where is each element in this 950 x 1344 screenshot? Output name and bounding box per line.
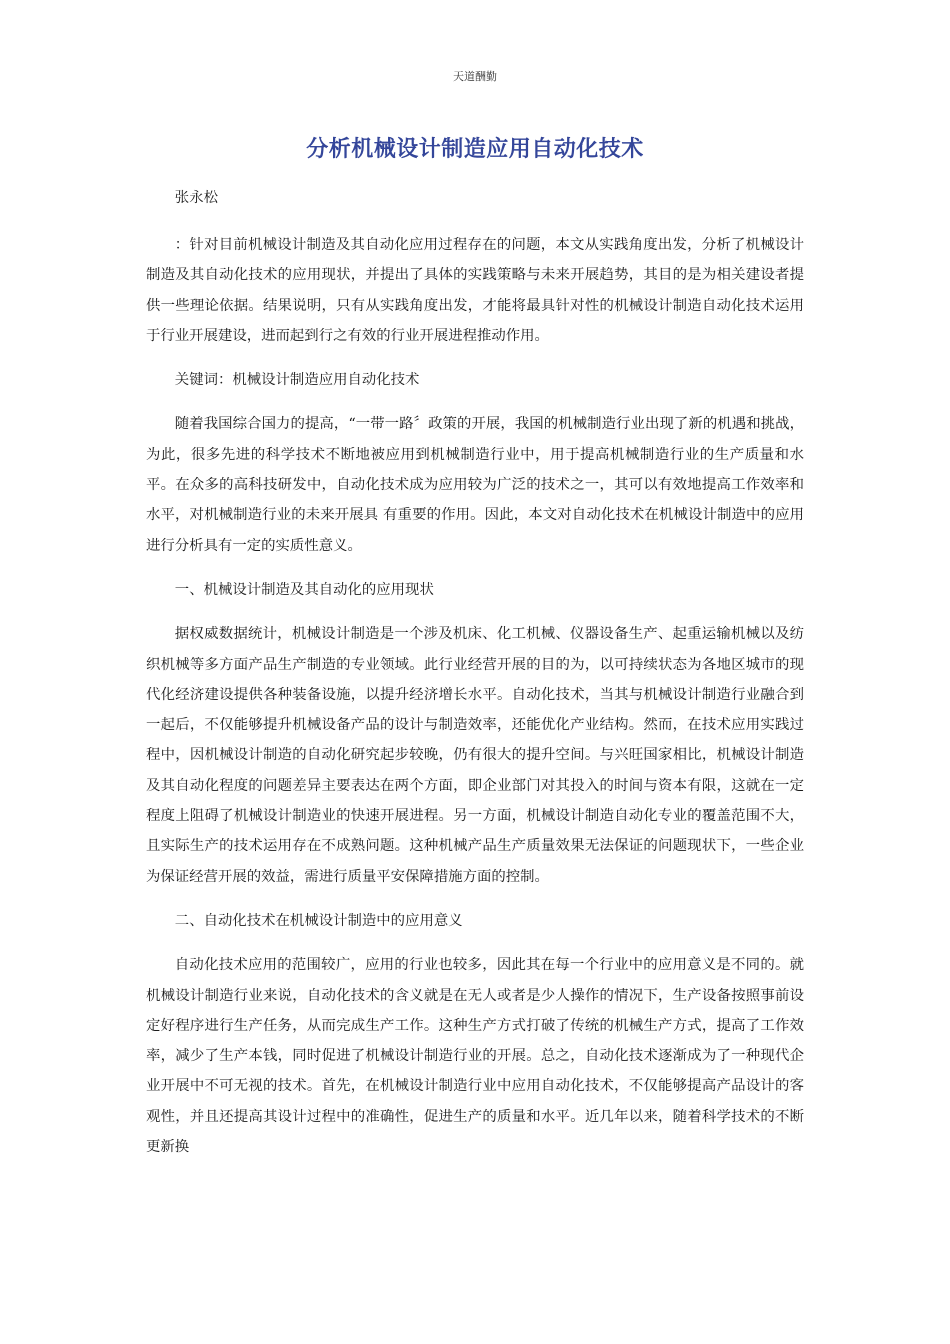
section-2-paragraph: 自动化技术应用的范围较广，应用的行业也较多，因此其在每一个行业中的应用意义是不同的。就机械设计制造行业来说，自动化技术的含义就是在无人或者是少人操作的情况下，生产设备按照事前设定好程序进行生产任务，从而完成生产工作。这种生产方式打破了传统的机械生产方式，提高了工作效率，减少了生产本钱，同时促进了机械设计制造行业的开展。总之，自动化技术逐渐成为了一种现代企业开展中不可无视的技术。首先，在机械设计制造行业中应用自动化技术，不仅能够提高产品设计的客观性，并且还提高其设计过程中的准确性，促进生产的质量和水平。近几年以来，随着科学技术的不断更新换 [146,957,804,1156]
intro-paragraph: 随着我国综合国力的提高，“一带一路〞政策的开展，我国的机械制造行业出现了新的机遇和挑战，为此，很多先进的科学技术不断地被应用到机械制造行业中，用于提高机械制造行业的生产质量和水平。在众多的高科技研发中，自动化技术成为应用较为广泛的技术之一，其可以有效地提高工作效率和水平，对机械制造行业的未来开展具 有重要的作用。因此，本文对自动化技术在机械设计制造中的应用进行分析具有一定的实质性意义。 [146,416,804,554]
abstract-paragraph: ：针对目前机械设计制造及其自动化应用过程存在的问题，本文从实践角度出发，分析了机械设计制造及其自动化技术的应用现状，并提出了具体的实践策略与未来开展趋势，其目的是为相关建设者提供一些理论依据。结果说明，只有从实践角度出发，才能将最具针对性的机械设计制造自动化技术运用于行业开展建设，进而起到行之有效的行业开展进程推动作用。 [146,237,804,344]
document-title: 分析机械设计制造应用自动化技术 [306,137,644,162]
page-header: 天道酬勤 [453,70,497,83]
keywords-line: 关键词：机械设计制造应用自动化技术 [174,372,420,389]
author-name: 张永松 [174,190,218,206]
document-body [146,183,804,1162]
section-2-heading: 二、自动化技术在机械设计制造中的应用意义 [174,912,463,929]
section-1-heading: 一、机械设计制造及其自动化的应用现状 [174,581,434,598]
section-1-paragraph: 据权威数据统计，机械设计制造是一个涉及机床、化工机械、仪器设备生产、起重运输机械以及纺织机械等多方面产品生产制造的专业领域。此行业经营开展的目的为，以可持续状态为各地区城市的现代化经济建设提供各种装备设施，以提升经济增长水平。自动化技术，当其与机械设计制造行业融合到一起后，不仅能够提升机械设备产品的设计与制造效率，还能优化产业结构。然而，在技术应用实践过程中，因机械设计制造的自动化研究起步较晚，仍有很大的提升空间。与兴旺国家相比，机械设计制造及其自动化程度的问题差异主要表达在两个方面，即企业部门对其投入的时间与资本有限，这就在一定程度上阻碍了机械设计制造业的快速开展进程。另一方面，机械设计制造自动化专业的覆盖范围不大，且实际生产的技术运用存在不成熟问题。这种机械产品生产质量效果无法保证的问题现状下，一些企业为保证经营开展的效益，需进行质量平安保障措施方面的控制。 [146,626,804,885]
